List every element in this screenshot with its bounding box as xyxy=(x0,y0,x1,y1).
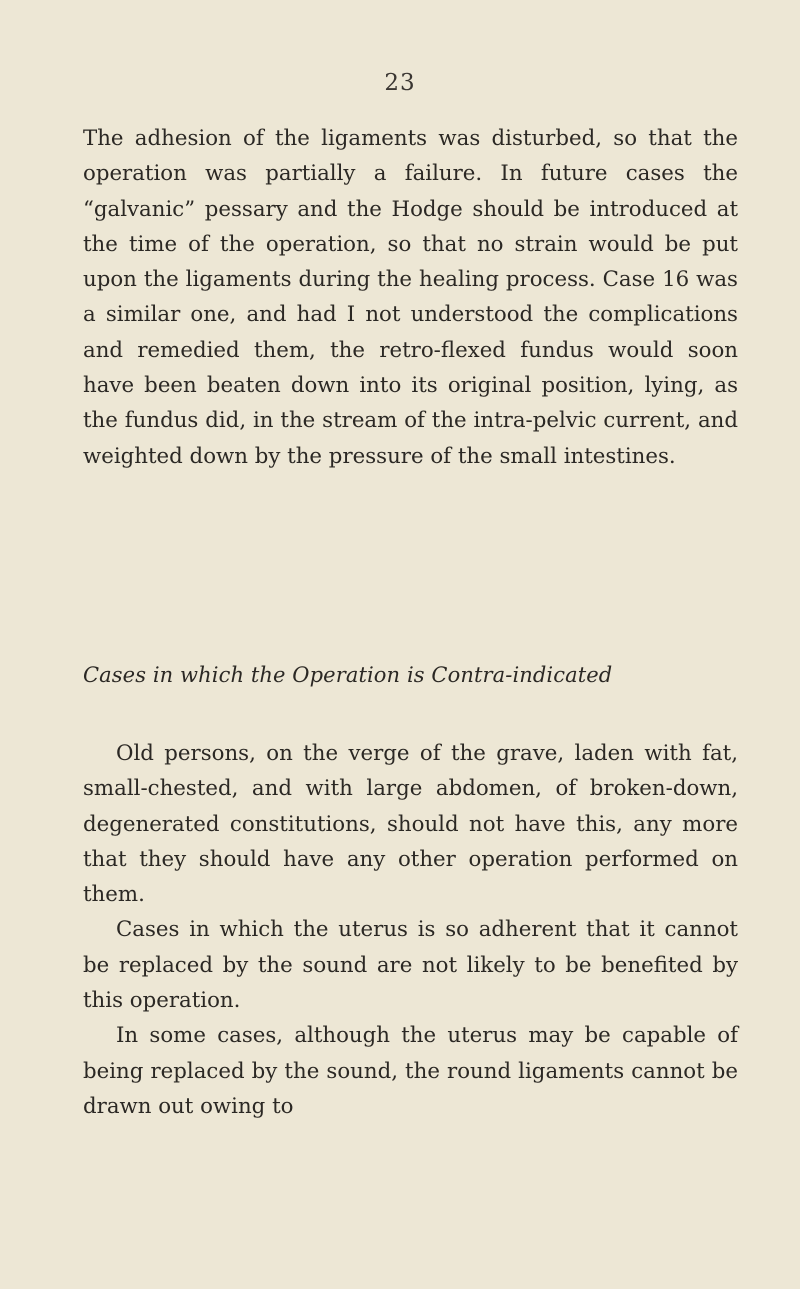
paragraph: In some cases, although the uterus may be capable of being replaced by the sound, the round ligaments cannot be drawn out owing to xyxy=(83,1023,738,1119)
paragraph: Cases in which the uterus is so adherent that it cannot be replaced by the sound are not likely to be benefited by this operation. xyxy=(83,917,738,1014)
section-heading-block xyxy=(83,658,738,693)
section-heading: Cases in which the Operation is Contra-indicated xyxy=(83,663,613,687)
body-text-top xyxy=(83,121,738,474)
page-number: 23 xyxy=(384,70,416,96)
body-text-bottom xyxy=(83,736,738,1124)
paragraph: Old persons, on the verge of the grave, laden with fat, small-chested, and with large abdomen, of broken-down, degenerated constitutions, should not have this, any more that they should have any other operation performed on them. xyxy=(83,741,738,908)
paragraph: The adhesion of the ligaments was disturbed, so that the operation was partially a failure. In future cases the “galvanic” pessary and the Hodge should be introduced at the time of the operation, so that no strain would be put upon the ligaments during the healing process. Case 16 was a similar one, and had I not understood the complications and remedied them, the retro-flexed fundus would soon have been beaten down into its original position, lying, as the fundus did, in the stream of the intra-pelvic current, and weighted down by the pressure of the small intestines. xyxy=(83,126,738,469)
